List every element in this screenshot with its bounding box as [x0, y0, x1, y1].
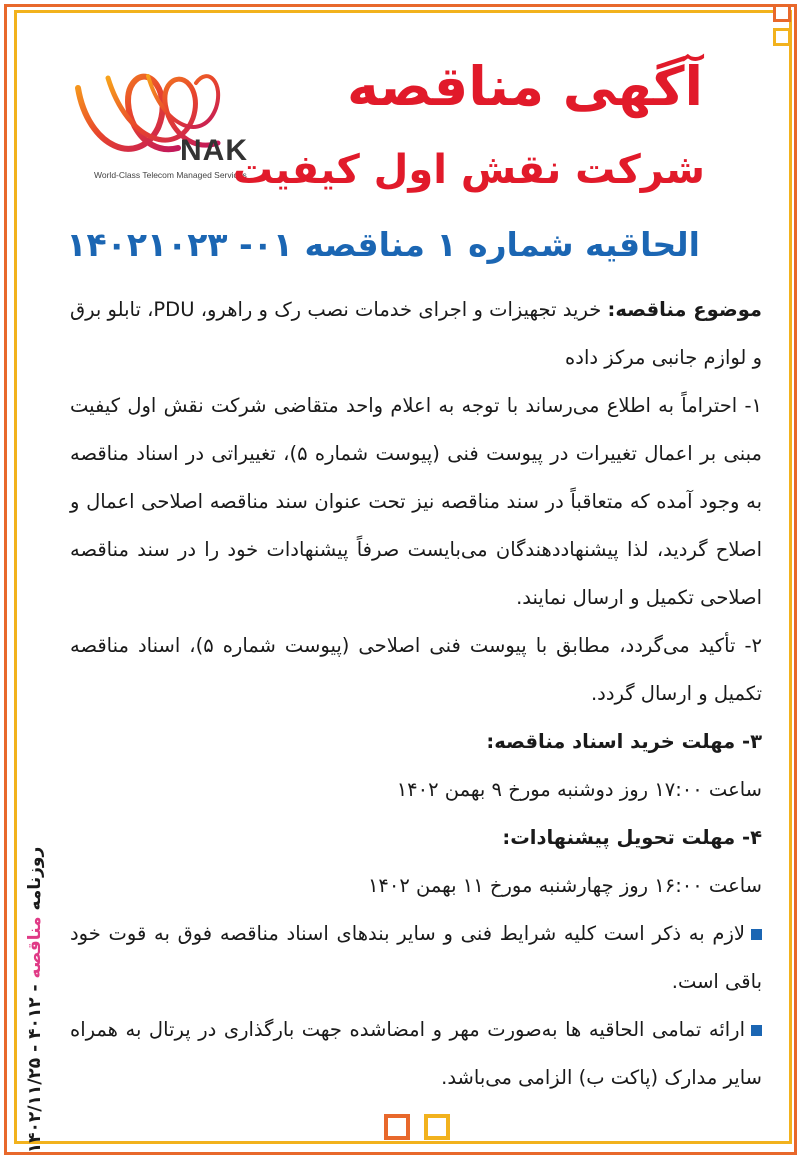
side-note-brand: مناقصه: [25, 916, 45, 979]
newspaper-side-note: [20, 845, 52, 1155]
note-1: [70, 910, 762, 1006]
subject-text: خرید تجهیزات و اجرای خدمات نصب رک و راهرو، PDU، تابلو برق و لوازم جانبی مرکز داده: [70, 298, 762, 369]
item-2: ۲- تأکید می‌گردد، مطابق با پیوست فنی اصلاحی (پیوست شماره ۵)، اسناد مناقصه تکمیل و ارسال گردد.: [70, 634, 762, 705]
side-note-prefix: روزنامه: [25, 846, 45, 911]
logo-name: NAK: [180, 134, 248, 167]
item-3-heading: ۳- مهلت خرید اسناد مناقصه:: [486, 730, 762, 753]
bullet-square-icon: [751, 929, 762, 940]
company-name: شرکت نقش اول کیفیت: [232, 147, 705, 193]
bottom-square-orange: [384, 1114, 410, 1140]
note-1-text: لازم به ذکر است کلیه شرایط فنی و سایر بندهای اسناد مناقصه فوق به قوت خود باقی است.: [70, 922, 762, 993]
note-2-text: ارائه تمامی الحاقیه ها به‌صورت مهر و امضاشده جهت بارگذاری در پرتال به همراه سایر مدارک (پاکت ب) الزامی می‌باشد.: [70, 1018, 762, 1089]
addendum-heading: الحاقیه شماره ۱ مناقصه ۰۱- ۱۴۰۲۱۰۲۳: [66, 225, 700, 264]
item-3-text: ساعت ۱۷:۰۰ روز دوشنبه مورخ ۹ بهمن ۱۴۰۲: [396, 778, 762, 801]
note-2: [70, 1006, 762, 1102]
item-1: ۱- احتراماً به اطلاع می‌رساند با توجه به اعلام واحد متقاضی شرکت نقش اول کیفیت مبنی بر اعمال تغییرات در پیوست فنی (پیوست شماره ۵)، تغییراتی در اسناد مناقصه به وجود آمده که متعاقباً در سند مناقصه نیز تحت عنوان سند مناقصه اصلاحی اعمال و اصلاح گردید، لذا پیشنهاددهندگان می‌بایست صرفاً پیشنهادات خود را در سند مناقصه اصلاحی تکمیل و ارسال نمایند.: [70, 394, 762, 609]
corner-square-orange: [773, 4, 791, 22]
bottom-square-yellow: [424, 1114, 450, 1140]
side-note-issue: - ۴۰۱۲ - ۱۴۰۲/۱۱/۲۵: [25, 984, 45, 1154]
item-4-heading: ۴- مهلت تحویل پیشنهادات:: [502, 826, 762, 849]
subject-paragraph: [70, 286, 762, 382]
page-title: آگهی مناقصه: [346, 55, 703, 118]
corner-square-yellow: [773, 28, 791, 46]
logo-tagline: World-Class Telecom Managed Services: [94, 170, 247, 180]
notice-body: [70, 286, 762, 1102]
subject-label: موضوع مناقصه:: [607, 298, 762, 321]
bullet-square-icon: [751, 1025, 762, 1036]
item-4-text: ساعت ۱۶:۰۰ روز چهارشنبه مورخ ۱۱ بهمن ۱۴۰۲: [367, 874, 762, 897]
